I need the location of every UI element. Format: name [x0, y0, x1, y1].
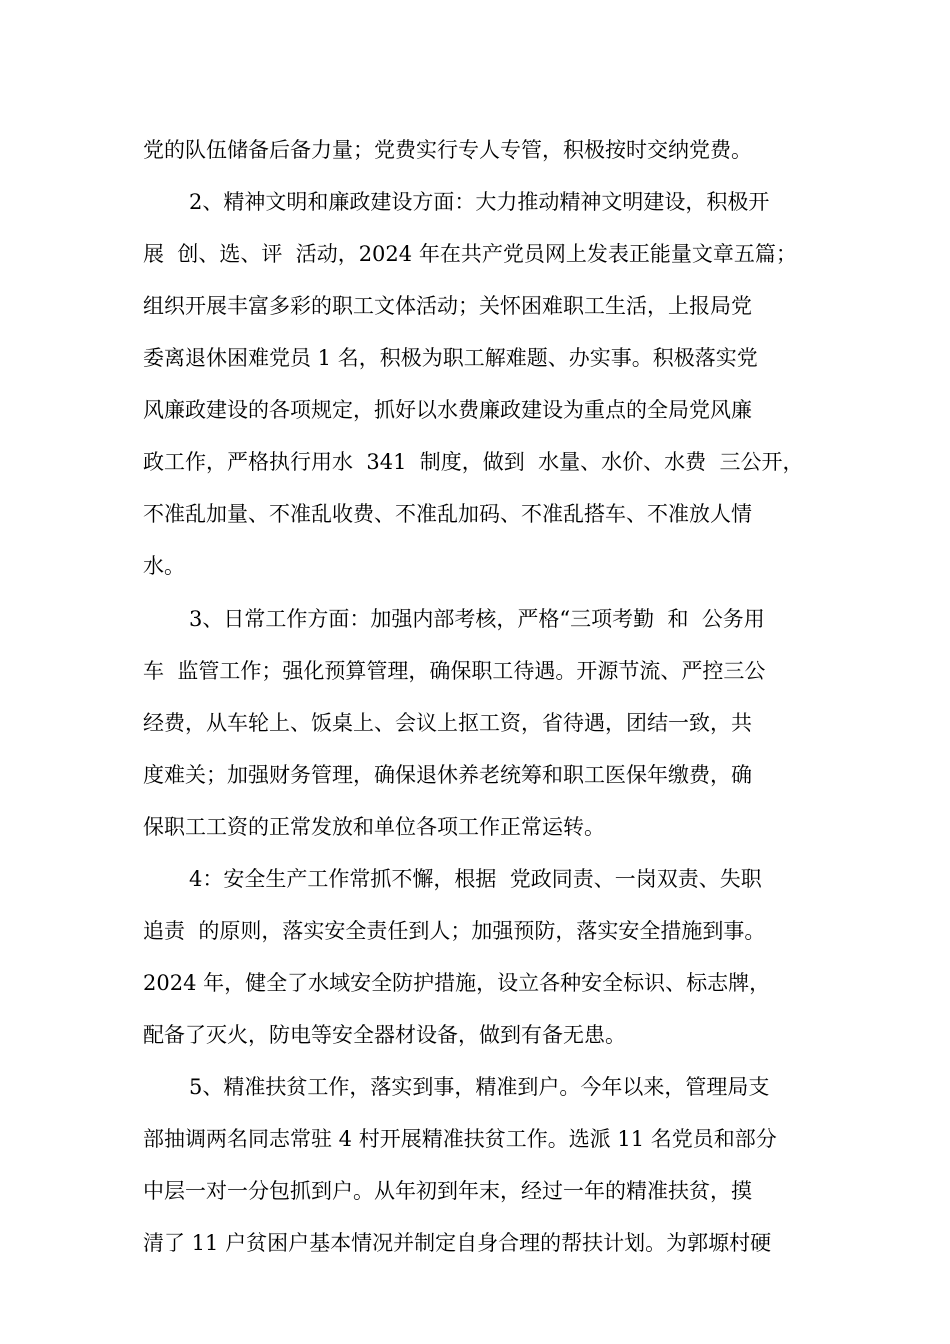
text-line: 4：安全生产工作常抓不懈，根据 党政同责、一岗双责、失职	[189, 867, 762, 891]
text-line: 经费，从车轮上、饭桌上、会议上抠工资，省待遇，团结一致，共	[143, 711, 752, 735]
text-line: 2、精神文明和廉政建设方面：大力推动精神文明建设，积极开	[189, 190, 770, 214]
text-line: 风廉政建设的各项规定，抓好以水费廉政建设为重点的全局党风廉	[143, 398, 752, 422]
text-line: 2024 年，健全了水域安全防护措施，设立各种安全标识、标志牌，	[143, 971, 771, 995]
text-line: 委离退休困难党员 1 名，积极为职工解难题、办实事。积极落实党	[143, 346, 758, 370]
text-line: 5、精准扶贫工作，落实到事，精准到户。今年以来，管理局支	[189, 1075, 770, 1099]
text-line: 追责 的原则，落实安全责任到人；加强预防，落实安全措施到事。	[143, 919, 766, 943]
text-line: 配备了灭火，防电等安全器材设备，做到有备无患。	[143, 1023, 626, 1047]
text-line: 政工作，严格执行用水 341 制度，做到 水量、水价、水费 三公开，	[143, 450, 804, 474]
text-line: 水。	[143, 554, 185, 578]
text-line: 组织开展丰富多彩的职工文体活动；关怀困难职工生活，上报局党	[143, 294, 752, 318]
text-line: 3、日常工作方面：加强内部考核，严格“三项考勤 和 公务用	[189, 607, 765, 631]
text-line: 展 创、选、评 活动，2024 年在共产党员网上发表正能量文章五篇；	[143, 242, 797, 266]
text-line: 部抽调两名同志常驻 4 村开展精准扶贫工作。选派 11 名党员和部分	[143, 1127, 777, 1151]
text-line: 清了 11 户贫困户基本情况并制定自身合理的帮扶计划。为郭塬村硬	[143, 1231, 772, 1255]
text-line: 不准乱加量、不准乱收费、不准乱加码、不准乱搭车、不准放人情	[143, 502, 752, 526]
text-line: 车 监管工作；强化预算管理，确保职工待遇。开源节流、严控三公	[143, 659, 766, 683]
text-line: 度难关；加强财务管理，确保退休养老统筹和职工医保年缴费，确	[143, 763, 752, 787]
text-line: 党的队伍储备后备力量；党费实行专人专管，积极按时交纳党费。	[143, 138, 752, 162]
text-line: 中层一对一分包抓到户。从年初到年末，经过一年的精准扶贫，摸	[143, 1179, 752, 1203]
text-line: 保职工工资的正常发放和单位各项工作正常运转。	[143, 815, 605, 839]
